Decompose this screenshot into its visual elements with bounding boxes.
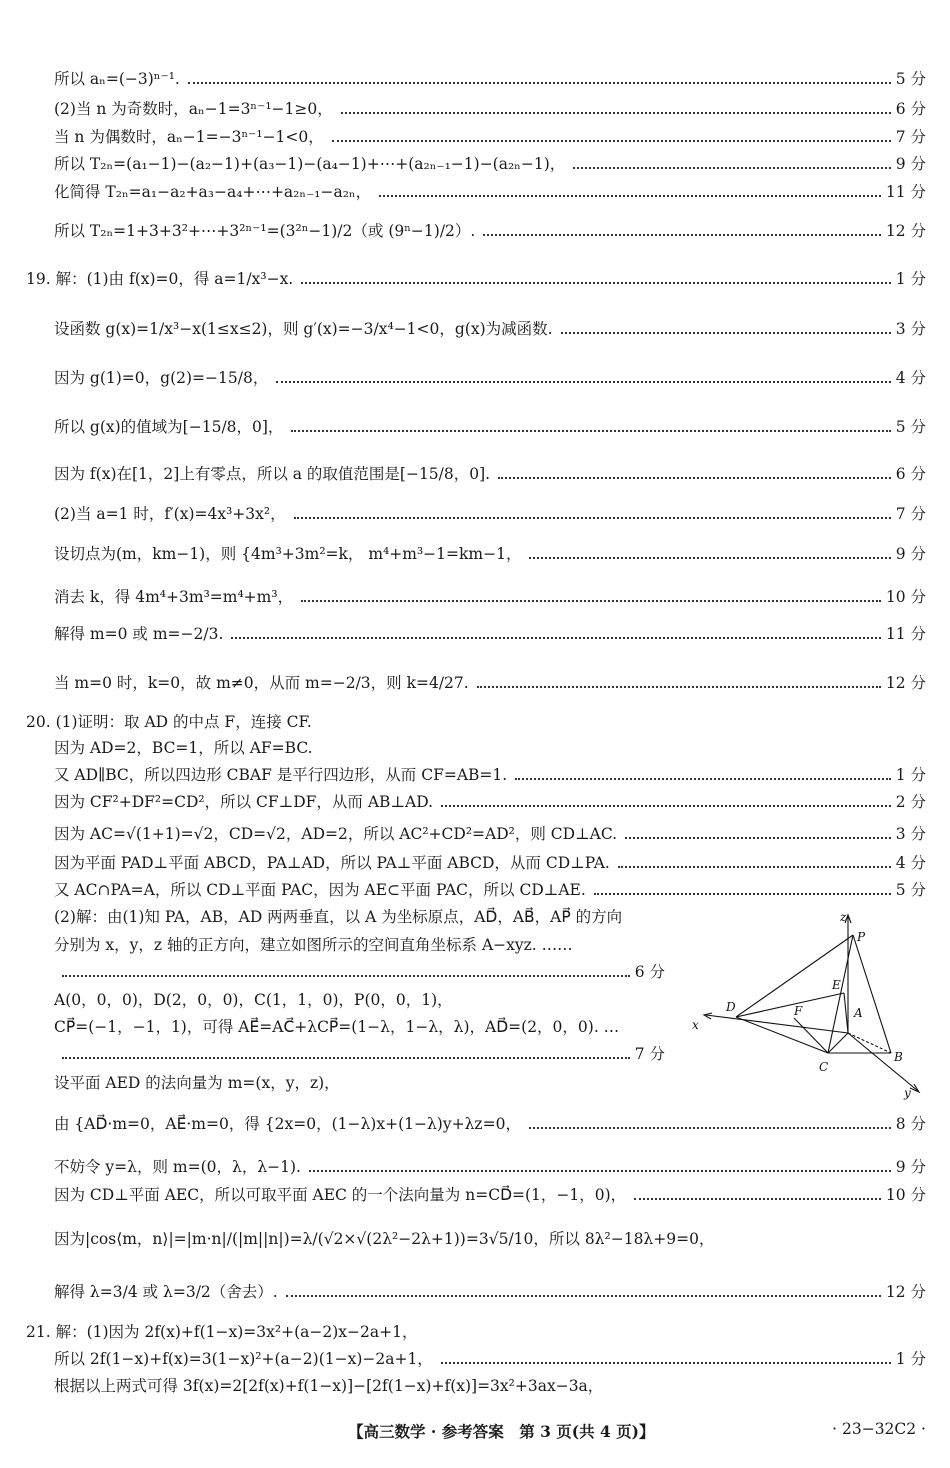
label-E: E [832, 978, 841, 992]
edge-DC [736, 1017, 828, 1053]
answer-line: 因为平面 PAD⊥平面 ABCD，PA⊥AD，所以 PA⊥平面 ABCD，从而 CD⊥PA. 4 分 [54, 854, 926, 872]
answer-line: 又 AC∩PA=A，所以 CD⊥平面 PAC，因为 AE⊂平面 PAC，所以 CD⊥AE. 5 分 [54, 881, 926, 899]
answer-line: 因为 AD=2，BC=1，所以 AF=BC. [54, 739, 313, 757]
answer-line: 因为 AC=√(1+1)=√2，CD=√2，AD=2，所以 AC²+CD²=AD²，则 CD⊥AC. 3 分 [54, 825, 926, 843]
answer-line: 因为 g(1)=0，g(2)=−15/8， 4 分 [54, 369, 926, 387]
question-19-line: 19. 解：(1)由 f(x)=0，得 a=1/x³−x. 1 分 [26, 270, 926, 288]
answer-line: 7 分 [54, 1042, 665, 1066]
answer-line: 分别为 x，y，z 轴的正方向，建立如图所示的空间直角坐标系 A−xyz. …… [54, 936, 573, 954]
answer-line: 根据以上两式可得 3f(x)=2[2f(x)+f(1−x)]−[2f(1−x)+f(x)]=3x²+3ax−3a， [54, 1377, 604, 1395]
label-A: A [854, 1006, 863, 1020]
answer-line: 又 AD∥BC，所以四边形 CBAF 是平行四边形，从而 CF=AB=1. 1 分 [54, 766, 926, 784]
answer-line: 6 分 [54, 960, 665, 984]
answer-line: 当 n 为偶数时，aₙ−1=−3ⁿ⁻¹−1<0， 7 分 [54, 128, 926, 146]
answer-line: (2)当 n 为奇数时，aₙ−1=3ⁿ⁻¹−1≥0， 6 分 [54, 100, 926, 118]
x-axis [706, 1015, 848, 1033]
label-B: B [894, 1050, 903, 1064]
answer-line: 当 m=0 时，k=0，故 m≠0，从而 m=−2/3，则 k=4/27. 12 分 [54, 674, 926, 692]
answer-line: (2)当 a=1 时，f′(x)=4x³+3x²， 7 分 [54, 505, 926, 523]
answer-line: 消去 k，得 4m⁴+3m³=m⁴+m³， 10 分 [54, 588, 926, 606]
edge-AC [828, 1033, 848, 1053]
question-21-line: 21. 解：(1)因为 2f(x)+f(1−x)=3x²+(a−2)x−2a+1， [26, 1323, 418, 1341]
answer-line: (2)解：由(1)知 PA，AB，AD 两两垂直，以 A 为坐标原点，AD⃗，AB⃗，AP⃗ 的方向 [54, 908, 623, 926]
answer-line: 因为 f(x)在[1，2]上有零点，所以 a 的取值范围是[−15/8，0]. 6 分 [54, 465, 926, 483]
answer-line: 设切点为(m，km−1)，则 {4m³+3m²=k， m⁴+m³−1=km−1， 9 分 [54, 545, 926, 563]
answer-line: 所以 g(x)的值域为[−15/8，0]， 5 分 [54, 418, 926, 436]
answer-line: 设平面 AED 的法向量为 m=(x，y，z)， [54, 1074, 340, 1092]
answer-line: 由 {AD⃗·m=0，AE⃗·m=0，得 {2x=0，(1−λ)x+(1−λ)y+λz=0， 8 分 [54, 1115, 926, 1133]
footer-code: · 23−32C2 · [832, 1420, 926, 1438]
answer-line: 所以 aₙ=(−3)ⁿ⁻¹. 5 分 [54, 70, 926, 88]
answer-line: 因为 CF²+DF²=CD²，所以 CF⊥DF，从而 AB⊥AD. 2 分 [54, 793, 926, 811]
answer-line: 所以 T₂ₙ=(a₁−1)−(a₂−1)+(a₃−1)−(a₄−1)+⋯+(a₂ₙ₋₁−1)−(a₂ₙ−1)， 9 分 [54, 155, 926, 173]
label-y: y [904, 1086, 911, 1100]
answer-line: A(0，0，0)，D(2，0，0)，C(1，1，0)，P(0，0，1)， [54, 991, 453, 1009]
label-P: P [857, 930, 866, 944]
answer-line: 不妨令 y=λ，则 m=(0，λ，λ−1). 9 分 [54, 1158, 926, 1176]
edge-AE [844, 993, 848, 1033]
answer-line: 解得 λ=3/4 或 λ=3/2（舍去）. 12 分 [54, 1283, 926, 1301]
label-C: C [819, 1060, 829, 1074]
edge-AB [848, 1033, 891, 1053]
label-D: D [726, 1000, 736, 1014]
y-axis [848, 1033, 918, 1091]
label-x: x [692, 1018, 699, 1032]
answer-line: 因为 CD⊥平面 AEC，所以可取平面 AEC 的一个法向量为 n=CD⃗=(1，−1，0)， 10 分 [54, 1186, 926, 1204]
page-footer [0, 1420, 950, 1444]
label-z: z [840, 910, 847, 924]
answer-line: 所以 T₂ₙ=1+3+3²+⋯+3²ⁿ⁻¹=(3²ⁿ−1)/2（或 (9ⁿ−1)/2）. 12 分 [54, 222, 926, 240]
pyramid-coordinate-figure [688, 905, 928, 1105]
answer-line: 因为|cos⟨m，n⟩|=|m·n|/(|m||n|)=λ/(√2×√(2λ²−2λ+1))=3√5/10，所以 8λ²−18λ+9=0， [54, 1230, 715, 1248]
label-F: F [794, 1004, 803, 1018]
answer-line: 设函数 g(x)=1/x³−x(1≤x≤2)，则 g′(x)=−3/x⁴−1<0，g(x)为减函数. 3 分 [54, 320, 926, 338]
edge-CF [794, 1018, 828, 1053]
question-20-line: 20. (1)证明：取 AD 的中点 F，连接 CF. [26, 713, 312, 731]
answer-line: CP⃗=(−1，−1，1)，可得 AE⃗=AC⃗+λCP⃗=(1−λ，1−λ，λ)，AD⃗=(2，0，0). … [54, 1018, 620, 1036]
answer-line: 解得 m=0 或 m=−2/3. 11 分 [54, 625, 926, 643]
edge-PB [853, 935, 891, 1053]
footer-title: 【高三数学 · 参考答案 第 3 页(共 4 页)】 [348, 1422, 655, 1441]
answer-line: 所以 2f(1−x)+f(x)=3(1−x)²+(a−2)(1−x)−2a+1， 1 分 [54, 1350, 926, 1368]
answer-line: 化简得 T₂ₙ=a₁−a₂+a₃−a₄+⋯+a₂ₙ₋₁−a₂ₙ， 11 分 [54, 183, 926, 201]
